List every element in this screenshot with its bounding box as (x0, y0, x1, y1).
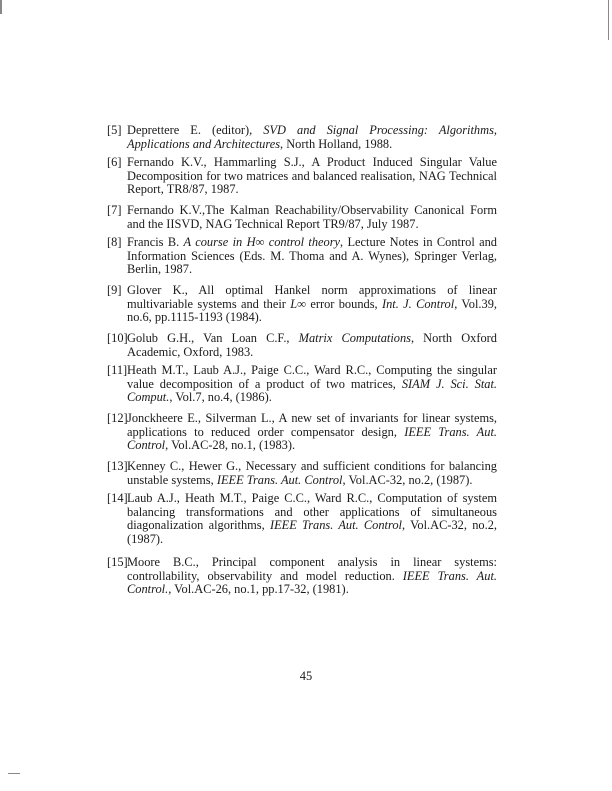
reference-title-italic: Matrix Computations (298, 331, 411, 345)
reference-entry (107, 236, 497, 277)
scan-edge-mark (0, 0, 2, 14)
reference-text-segment: Deprettere E. (editor), (127, 123, 264, 137)
reference-entry (107, 284, 497, 325)
scan-edge-mark (608, 0, 609, 40)
reference-title-italic: IEEE Trans. Aut. Control (269, 518, 402, 533)
reference-title-italic: SVD and Signal Processing: Algorithms, Applications and Architectures (127, 123, 497, 151)
reference-text-segment: Fernando K.V.,The Kalman Reachability/Observability Canonical Form and the IISVD, NAG Technical Report TR9/87, July 1987. (127, 203, 497, 231)
reference-text-segment: error bounds, (305, 296, 382, 311)
reference-text-segment: , Vol.39, no.6, pp.1115-1193 (1984). (127, 296, 497, 325)
reference-text-segment: , Vol.AC-32, no.2, (1987). (127, 518, 497, 546)
reference-text (127, 364, 497, 405)
reference-text-segment: Kenney C., Hewer G., Necessary and sufficient conditions for balancing unstable systems, (127, 459, 497, 487)
reference-number: [7] (107, 203, 122, 217)
reference-title-italic: SIAM J. Sci. Stat. Comput. (127, 376, 497, 405)
reference-text-segment: Laub A.J., Heath M.T., Paige C.C., Ward R.C., Computation of system balancing transformations and other applications of simultaneous diagonalization algorithms, (127, 491, 497, 533)
reference-number: [14] (107, 491, 128, 505)
reference-number: [13] (107, 459, 128, 473)
reference-text-segment: , North Holland, 1988. (280, 136, 393, 151)
reference-entry (107, 412, 497, 453)
reference-text-segment: Glover K., All optimal Hankel norm approximations of linear multivariable systems and their (127, 283, 497, 311)
reference-entry (107, 492, 497, 546)
reference-title-italic: L∞ (290, 296, 306, 311)
scan-edge-mark (8, 773, 20, 774)
page-number: 45 (299, 669, 313, 683)
reference-number: [9] (107, 283, 122, 297)
reference-entry (107, 332, 497, 359)
reference-number: [12] (107, 411, 128, 425)
reference-text (127, 284, 497, 325)
reference-entry (107, 124, 497, 151)
reference-text-segment: Moore B.C., Principal component analysis in linear systems: controllability, observability and model reduction. (127, 555, 497, 583)
reference-number: [11] (107, 363, 128, 377)
reference-title-italic: IEEE Trans. Aut. Control (216, 472, 343, 487)
reference-entry (107, 460, 497, 487)
reference-text-segment: , Vol.7, no.4, (1986). (169, 390, 272, 405)
reference-text-segment: , North Oxford Academic, Oxford, 1983. (127, 331, 497, 359)
reference-text (127, 460, 497, 487)
reference-title-italic: IEEE Trans. Aut. Control (127, 424, 497, 453)
reference-text (127, 236, 497, 277)
reference-text-segment: , Lecture Notes in Control and Information Sciences (Eds. M. Thoma and A. Wynes), Springer Verlag, Berlin, 1987. (127, 235, 497, 277)
reference-number: [8] (107, 235, 122, 249)
reference-title-italic: A course in H∞ control theory (183, 235, 341, 249)
reference-entry (107, 364, 497, 405)
reference-text-segment: Francis B. (127, 235, 184, 249)
reference-text (127, 156, 497, 197)
reference-text-segment: Heath M.T., Laub A.J., Paige C.C., Ward R.C., Computing the singular value decomposition of a product of two matrices, (127, 363, 497, 391)
reference-number: [5] (107, 123, 122, 137)
reference-title-italic: IEEE Trans. Aut. Control. (127, 568, 497, 597)
reference-text (127, 332, 497, 359)
reference-text-segment: , Vol.AC-26, no.1, pp.17-32, (1981). (168, 582, 349, 597)
reference-entry (107, 156, 497, 197)
reference-text-segment: Golub G.H., Van Loan C.F., (127, 331, 299, 345)
reference-text (127, 492, 497, 546)
reference-text-segment: Jonckheere E., Silverman L., A new set of invariants for linear systems, applications to reduced order compensator design, (127, 411, 497, 439)
reference-number: [6] (107, 155, 122, 169)
reference-text (127, 412, 497, 453)
reference-entry (107, 204, 497, 231)
reference-title-italic: Int. J. Control (381, 296, 455, 311)
reference-number: [15] (107, 555, 128, 569)
reference-text (127, 556, 497, 597)
reference-text (127, 124, 497, 151)
reference-text-segment: , Vol.AC-28, no.1, (1983). (165, 438, 296, 453)
reference-number: [10] (107, 331, 128, 345)
reference-text-segment: , Vol.AC-32, no.2, (1987). (342, 472, 473, 487)
reference-text-segment: Fernando K.V., Hammarling S.J., A Product Induced Singular Value Decomposition for two matrices and balanced realisation, NAG Technical Report, TR8/87, 1987. (127, 155, 497, 197)
reference-text (127, 204, 497, 231)
reference-entry (107, 556, 497, 597)
